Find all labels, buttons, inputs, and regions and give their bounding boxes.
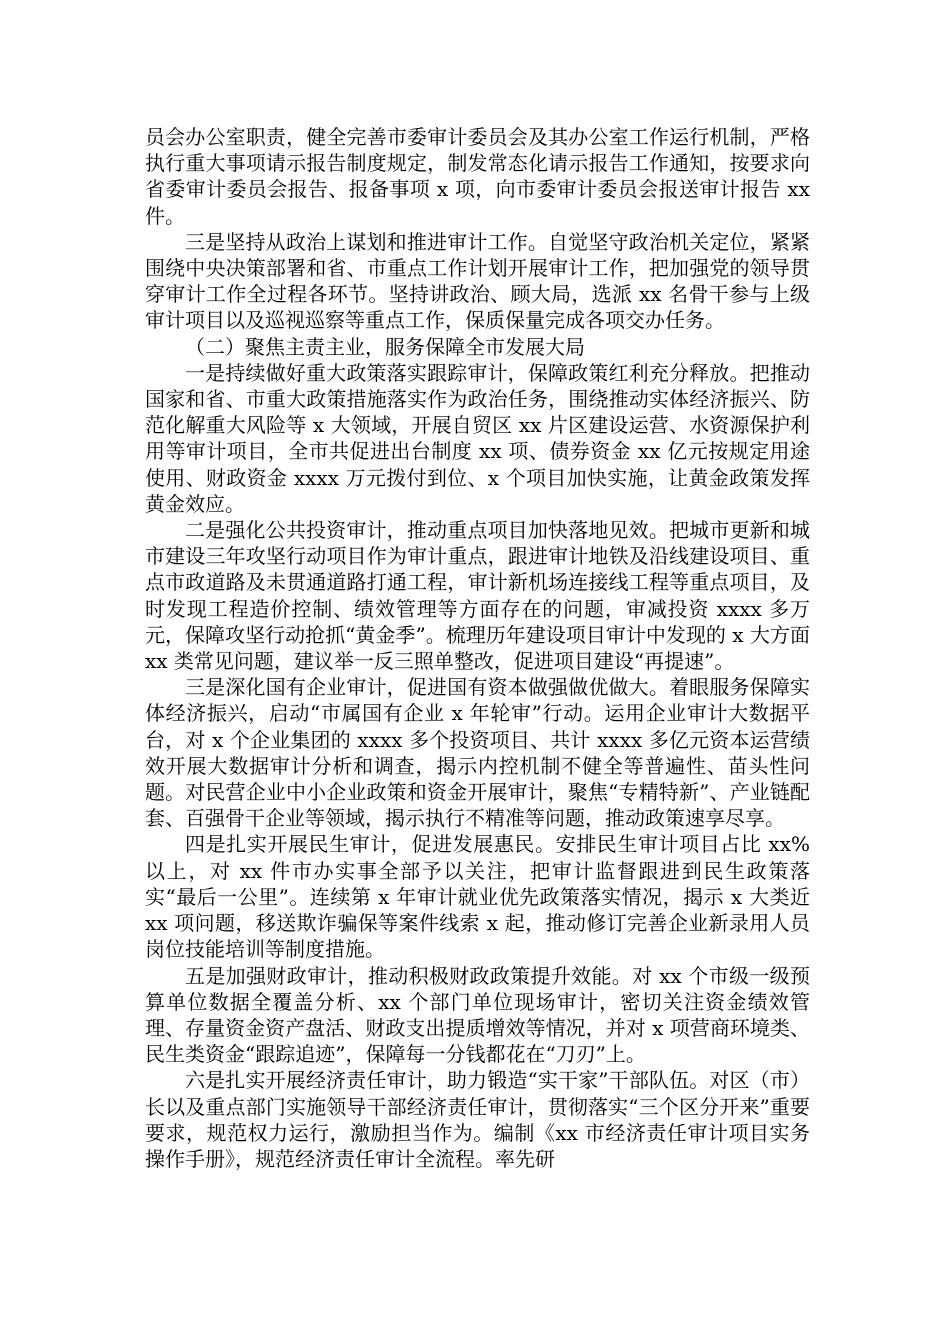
body-paragraph: 二是强化公共投资审计，推动重点项目加快落地见效。把城市更新和城市建设三年攻坚行动项目作为审计重点，跟进审计地铁及沿线建设项目、重点市政道路及未贯通道路打通工程，审计新机场连接线工程等重点项目，及时发现工程造价控制、绩效管理等方面存在的问题，审减投资 xxxx 多万元，保障攻坚行动抢抓“黄金季”。梳理历年建设项目审计中发现的 x 大方面 xx 类常见问题，建议举一反三照单整改，促进项目建设“再提速”。 (145, 518, 810, 674)
body-paragraph: 三是深化国有企业审计，促进国有资本做强做优做大。着眼服务保障实体经济振兴，启动“市属国有企业 x 年轮审”行动。运用企业审计大数据平台，对 x 个企业集团的 xxxx 多个投资项目、共计 xxxx 多亿元资本运营绩效开展大数据审计分析和调查，揭示内控机制不健全等普遍性、苗头性问题。对民营企业中小企业政策和资金开展审计，聚焦“专精特新”、产业链配套、百强骨干企业等领域，揭示执行不精准等问题，推动政策速享尽享。 (145, 675, 810, 831)
body-paragraph: 六是扎实开展经济责任审计，助力锻造“实干家”干部队伍。对区（市）长以及重点部门实施领导干部经济责任审计，贯彻落实“三个区分开来”重要要求，规范权力运行，激励担当作为。编制《xx 市经济责任审计项目实务操作手册》，规范经济责任审计全流程。率先研 (145, 1068, 810, 1171)
body-paragraph: 三是坚持从政治上谋划和推进审计工作。自觉坚守政治机关定位，紧紧围绕中央决策部署和省、市重点工作计划开展审计工作，把加强党的领导贯穿审计工作全过程各环节。坚持讲政治、顾大局，选派 xx 名骨干参与上级审计项目以及巡视巡察等重点工作，保质保量完成各项交办任务。 (145, 229, 810, 333)
document-page (145, 124, 810, 1172)
body-paragraph: 一是持续做好重大政策落实跟踪审计，保障政策红利充分释放。把推动国家和省、市重大政策措施落实作为政治任务，围绕推动实体经济振兴、防范化解重大风险等 x 大领域，开展自贸区 xx 片区建设运营、水资源保护利用等审计项目，全市共促进出台制度 xx 项、债券资金 xx 亿元按规定用途使用、财政资金 xxxx 万元拨付到位、x 个项目加快实施，让黄金政策发挥黄金效应。 (145, 360, 810, 516)
body-paragraph: 员会办公室职责，健全完善市委审计委员会及其办公室工作运行机制，严格执行重大事项请示报告制度规定，制发常态化请示报告工作通知，按要求向省委审计委员会报告、报备事项 x 项，向市委审计委员会报送审计报告 xx 件。 (145, 125, 810, 228)
body-paragraph: 四是扎实开展民生审计，促进发展惠民。安排民生审计项目占比 xx%以上，对 xx 件市办实事全部予以关注，把审计监督跟进到民生政策落实“最后一公里”。连续第 x 年审计就业优先政策落实情况，揭示 x 大类近 xx 项问题，移送欺诈骗保等案件线索 x 起，推动修订完善企业新录用人员岗位技能培训等制度措施。 (145, 832, 810, 962)
section-heading: （二）聚焦主责主业，服务保障全市发展大局 (185, 334, 585, 359)
body-paragraph: 五是加强财政审计，推动积极财政政策提升效能。对 xx 个市级一级预算单位数据全覆盖分析、xx 个部门单位现场审计，密切关注资金绩效管理、存量资金资产盘活、财政支出提质增效等情况，并对 x 项营商环境类、民生类资金“跟踪追迹”，保障每一分钱都花在“刀刃”上。 (145, 963, 810, 1067)
